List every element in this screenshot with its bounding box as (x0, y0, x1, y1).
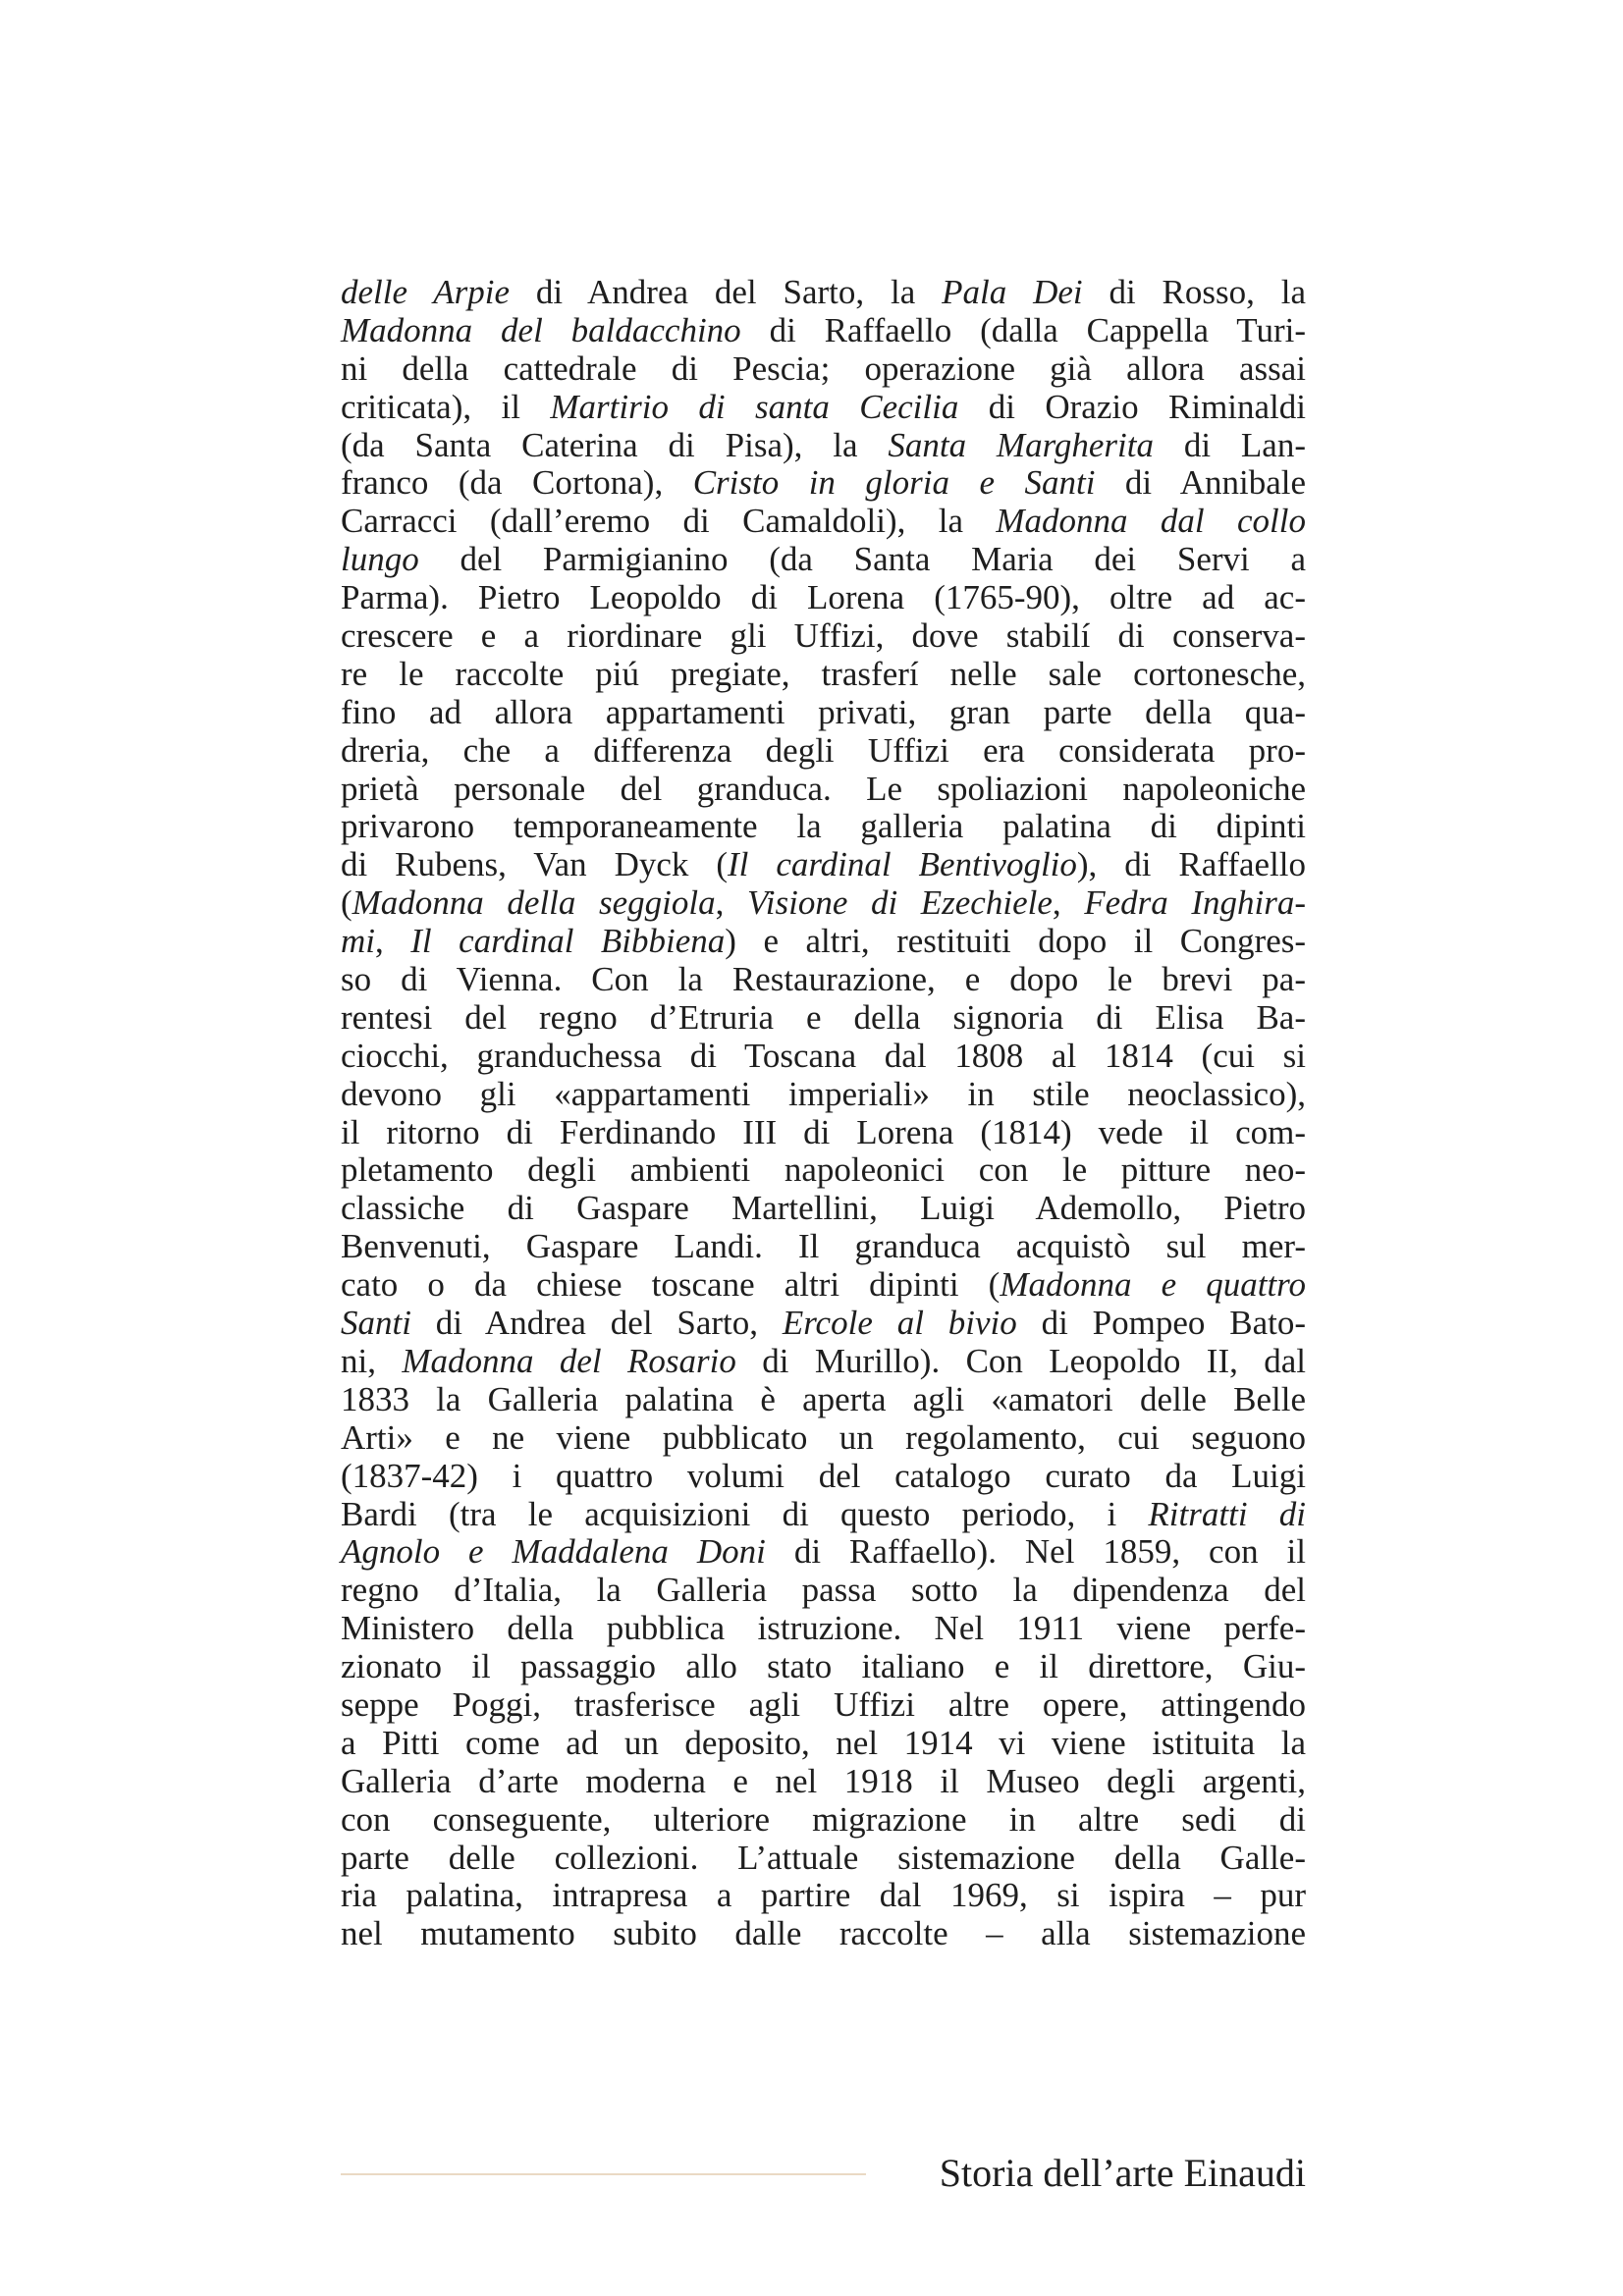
text-line (341, 1496, 1306, 1534)
text-run: di Raffaello). Nel 1859, con il (765, 1532, 1306, 1572)
italic-title: Fedra Inghira- (1084, 883, 1307, 923)
text-line (341, 846, 1306, 884)
italic-title: Agnolo e Maddalena Doni (341, 1532, 766, 1572)
italic-title: Madonna della seggiola (352, 883, 716, 923)
text-line (341, 427, 1306, 465)
text-run: del Parmigianino (da Santa Maria dei Servi a (418, 540, 1306, 579)
text-run: prietà personale del granduca. Le spoliazioni napoleoniche (341, 769, 1306, 808)
text-run: ni della cattedrale di Pescia; operazione già allora assai (341, 348, 1306, 388)
text-line (341, 999, 1306, 1038)
text-line (341, 1572, 1306, 1610)
text-line (341, 541, 1306, 579)
text-run: ), di Raffaello (1076, 845, 1306, 884)
text-line (341, 1228, 1306, 1266)
text-line (341, 503, 1306, 541)
text-line (341, 617, 1306, 656)
text-run: di Murillo). Con Leopoldo II, dal (735, 1341, 1306, 1380)
text-line (341, 1877, 1306, 1915)
text-run: seppe Poggi, trasferisce agli Uffizi altre opere, attingendo (341, 1684, 1306, 1724)
text-line (341, 1343, 1306, 1381)
text-run: a Pitti come ad un deposito, nel 1914 vi viene istituita la (341, 1723, 1306, 1762)
text-line (341, 961, 1306, 999)
text-run: di Rubens, Van Dyck ( (341, 845, 728, 884)
text-line (341, 694, 1306, 732)
text-line (341, 312, 1306, 350)
text-line (341, 1038, 1306, 1076)
text-run: Parma). Pietro Leopoldo di Lorena (1765-90), oltre ad ac- (341, 578, 1306, 617)
text-run: ria palatina, intrapresa a partire dal 1969, si ispira – pur (341, 1876, 1306, 1915)
italic-title: Ritratti di (1148, 1494, 1306, 1533)
text-line (341, 732, 1306, 771)
text-run: di Annibale (1095, 463, 1306, 503)
italic-title: Il cardinal Bentivoglio (728, 845, 1077, 884)
text-run: , (1052, 883, 1085, 923)
text-run: franco (da Cortona), (341, 463, 693, 503)
italic-title: Madonna del baldacchino (341, 310, 741, 349)
italic-title: Santa Margherita (888, 425, 1154, 464)
text-run: Bardi (tra le acquisizioni di questo periodo, i (341, 1494, 1149, 1533)
text-run: ni, (341, 1341, 403, 1380)
text-run: di Pompeo Bato- (1016, 1304, 1306, 1343)
italic-title: delle Arpie (341, 273, 511, 311)
italic-title: lungo (341, 540, 419, 579)
text-run: Benvenuti, Gaspare Landi. Il granduca acquistò sul mer- (341, 1227, 1306, 1266)
text-run: , (715, 883, 747, 923)
text-run: Ministero della pubblica istruzione. Nel 1911 viene perfe- (341, 1609, 1306, 1648)
text-run: Arti» e ne viene pubblicato un regolamento, cui seguono (341, 1417, 1306, 1457)
text-run: con conseguente, ulteriore migrazione in altre sedi di (341, 1799, 1306, 1839)
text-run: fino ad allora appartamenti privati, gran parte della qua- (341, 692, 1306, 731)
text-run: , (375, 922, 411, 961)
text-line (341, 1533, 1306, 1572)
text-run: re le raccolte piú pregiate, trasferí nelle sale cortonesche, (341, 654, 1306, 693)
text-run: (1837-42) i quattro volumi del catalogo curato da Luigi (341, 1456, 1306, 1495)
text-line (341, 274, 1306, 312)
text-run: cato o da chiese toscane altri dipinti ( (341, 1265, 1001, 1305)
text-run: zionato il passaggio allo stato italiano e il direttore, Giu- (341, 1647, 1306, 1686)
text-run: criticata), il (341, 387, 551, 426)
footer-publisher: Storia dell’arte Einaudi (939, 2151, 1306, 2195)
text-line (341, 464, 1306, 503)
text-line (341, 1458, 1306, 1496)
text-line (341, 884, 1306, 923)
text-line (341, 1610, 1306, 1648)
text-line (341, 1114, 1306, 1152)
italic-title: Pala Dei (942, 273, 1083, 311)
italic-title: Martirio di santa Cecilia (550, 387, 959, 426)
text-line (341, 656, 1306, 694)
text-run: Galleria d’arte moderna e nel 1918 il Museo degli argenti, (341, 1761, 1306, 1800)
text-line (341, 1190, 1306, 1228)
text-run: di Andrea del Sarto, la (510, 273, 943, 311)
text-line (341, 1801, 1306, 1840)
italic-title: Santi (341, 1304, 411, 1343)
italic-title: Il cardinal Bibbiena (410, 922, 726, 961)
text-run: di Andrea del Sarto, (410, 1304, 783, 1343)
italic-title: Madonna e quattro (1000, 1265, 1307, 1305)
text-run: ( (341, 883, 352, 923)
text-line (341, 579, 1306, 617)
text-run: ciocchi, granduchessa di Toscana dal 1808 al 1814 (cui si (341, 1036, 1306, 1075)
text-line (341, 1648, 1306, 1686)
text-line (341, 808, 1306, 846)
text-run: nel mutamento subito dalle raccolte – alla sistemazione (341, 1914, 1306, 1953)
text-line (341, 1840, 1306, 1878)
text-line (341, 1419, 1306, 1458)
text-line (341, 1151, 1306, 1190)
text-line (341, 1915, 1306, 1953)
text-run: parte delle collezioni. L’attuale sistemazione della Galle- (341, 1838, 1306, 1877)
text-run: di Orazio Riminaldi (958, 387, 1307, 426)
text-line (341, 1725, 1306, 1763)
text-run: dreria, che a differenza degli Uffizi era considerata pro- (341, 730, 1306, 770)
text-run: Carracci (dall’eremo di Camaldoli), la (341, 502, 997, 541)
text-run: so di Vienna. Con la Restaurazione, e dopo le brevi pa- (341, 960, 1306, 999)
text-run: devono gli «appartamenti imperiali» in stile neoclassico), (341, 1074, 1306, 1113)
text-run: 1833 la Galleria palatina è aperta agli «amatori delle Belle (341, 1379, 1306, 1418)
italic-title: Madonna dal collo (996, 502, 1306, 541)
text-run: ) e altri, restituiti dopo il Congres- (725, 922, 1307, 961)
italic-title: Ercole al bivio (782, 1304, 1017, 1343)
text-run: (da Santa Caterina di Pisa), la (341, 425, 889, 464)
text-line (341, 923, 1306, 961)
text-line (341, 1305, 1306, 1343)
italic-title: mi (341, 922, 375, 961)
text-run: crescere e a riordinare gli Uffizi, dove stabilí di conserva- (341, 616, 1306, 656)
text-line (341, 1076, 1306, 1114)
footer-rule (341, 2173, 866, 2175)
italic-title: Cristo in gloria e Santi (692, 463, 1096, 503)
text-line (341, 1381, 1306, 1419)
text-line (341, 389, 1306, 427)
text-run: di Rosso, la (1082, 273, 1306, 311)
text-run: rentesi del regno d’Etruria e della signoria di Elisa Ba- (341, 997, 1306, 1037)
text-run: il ritorno di Ferdinando III di Lorena (1814) vede il com- (341, 1112, 1306, 1151)
text-run: privarono temporaneamente la galleria palatina di dipinti (341, 807, 1306, 846)
text-line (341, 1266, 1306, 1305)
italic-title: Visione di Ezechiele (746, 883, 1053, 923)
text-run: di Lan- (1154, 425, 1306, 464)
body-text (341, 274, 1306, 1953)
text-line (341, 1686, 1306, 1725)
text-run: regno d’Italia, la Galleria passa sotto la dipendenza del (341, 1571, 1306, 1610)
text-run: classiche di Gaspare Martellini, Luigi Ademollo, Pietro (341, 1189, 1306, 1228)
text-line (341, 350, 1306, 389)
text-line (341, 771, 1306, 809)
italic-title: Madonna del Rosario (402, 1341, 736, 1380)
text-run: di Raffaello (dalla Cappella Turi- (740, 310, 1306, 349)
text-line (341, 1763, 1306, 1801)
text-run: pletamento degli ambienti napoleonici con le pitture neo- (341, 1150, 1306, 1190)
